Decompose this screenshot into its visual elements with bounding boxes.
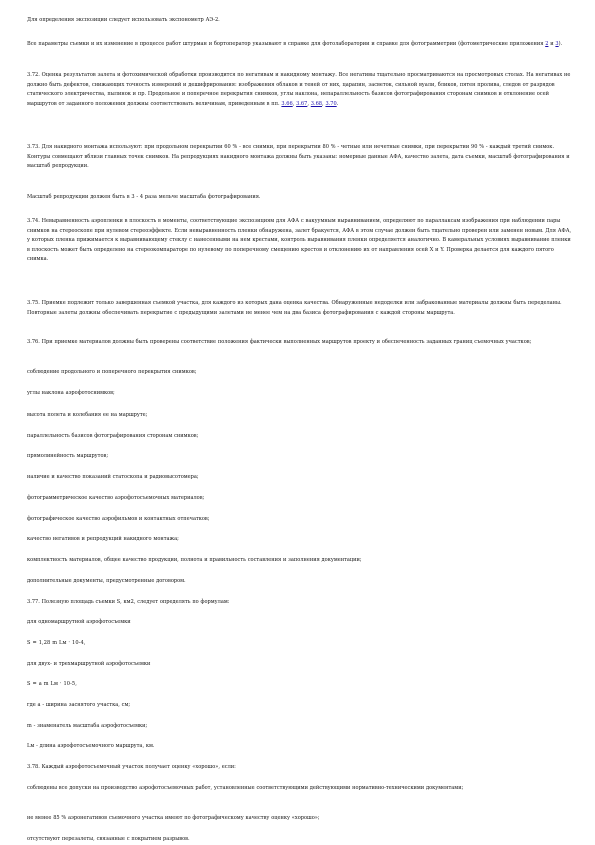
list-item: высота полета и колебания ее на маршруте; [27,412,148,418]
formula-variable: где a - ширина заснятого участка, см; [27,702,131,708]
appendix-link-3[interactable]: 3 [555,41,559,47]
list-item: комплектность материалов, общее качество продукции, полнота и правильность составления и заполнения документации; [27,557,362,563]
formula-multi-route: S = a m Lм · 10-5, [27,681,77,687]
formula-variable: Lм - длина аэрофотосъемочного маршрута, км. [27,743,155,749]
appendix-link-2[interactable]: 2 [545,41,549,47]
formula-single-route: S = 1,28 m Lм · 10-4, [27,640,86,646]
paragraph-3-72: 3.72. Оценка результатов залета и фотохимической обработки производится по негативам и накидному монтажу. Все негативы тщательно просматриваются на просмотровых столах. На негативах не должно быть дефектов, снижающих точность измерений и дешифрирования: изображения облаков и теней от них, царапин, засветок, сильной вуали, бликов, пятен пролива, следов от разрядов статического электричества, пылинок и пр. Продольное и поперечное перекрытия снимков, углы наклона, непараллельность базисов фотографирования сторонам снимков и отклонение осей маршрутов от заданного положения должны соответствовать величинам, приведенным в пп. 3.66, 3.67, 3.68, 3.70. [27,72,571,107]
list-item: фотографическое качество аэрофильмов и контактных отпечатков; [27,516,210,522]
list-item: качество негативов и репродукций накидного монтажа; [27,536,179,542]
formula-caption: для одномаршрутной аэрофотосъемки [27,619,131,625]
paragraph-3-78: 3.78. Каждый аэрофотосъемочный участок получает оценку «хорошо», если: [27,764,236,770]
list-item: соблюдены все допуски на производство аэрофотосъемочных работ, установленные соответствующими действующими нормативно-техническими документами; [27,785,464,791]
list-item: параллельность базисов фотографирования сторонам снимков; [27,433,199,439]
paragraph-reproduction-scale: Масштаб репродукции должен быть в 3 - 4 раза мельче масштаба фотографирования. [27,194,261,200]
formula-variable: m - знаменатель масштаба аэрофотосъемки; [27,723,148,729]
list-item: не менее 85 % аэронегативов съемочного участка имеют по фотографическому качеству оценку «хорошо»; [27,815,320,821]
list-item: фотограмметрическое качество аэрофотосъемочных материалов; [27,495,205,501]
list-item: углы наклона аэрофотоснимков; [27,390,115,396]
clause-link-3-67[interactable]: 3.67 [296,100,308,107]
paragraph-3-74: 3.74. Невыравненность аэропленки в плоскость в моменты, соответствующие экспозициям для АФА с вакуумным выравниванием, определяют по параллаксам изображения при наблюдении пары снимков на стереоскопе при нулевом стереоэффекте. Если невыравненность пленки обнаружена, залет бракуется, АФА в этом случае должен быть тщательно проверен или заменен новым. Для АФА, у которых пленка прижимается к выравнивающему стеклу с нанесенными на нем крестами, контроль выравнивания пленки определяется аналогично. В камеральных условиях выравнивание пленки в плоскость может быть определено на стереокомпараторе по нулевому по поперечному смещению крестов и отклонению их от направления осей X и Y. Проверка делается для каждого пятого снимка. [27,218,572,262]
clause-link-3-66[interactable]: 3.66 [281,100,293,107]
paragraph-3-77: 3.77. Полезную площадь съемки S, км2, следует определять по формулам: [27,599,230,605]
list-item: прямолинейность маршрутов; [27,453,109,459]
paragraph-3-75: 3.75. Приемке подлежит только завершенная съемкой участка, для каждого из которых дана оценка качества. Обнаруженные недоделки или забракованные материалы должны быть переделаны. Повторные залеты должны обеспечивать перекрытие с предыдущими залетами не менее чем на два базиса фотографирования с каждой стороны маршрута. [27,300,562,316]
paragraph-survey-parameters: Все параметры съемки и их изменение в процессе работ штурман и бортоператор указывают в справке для фотолаборатории и справке для фотограмметрии (фотометрические приложения 2 и 3). [27,41,563,47]
list-item: отсутствуют перезалеты, связанные с покрытием разрывов. [27,836,190,842]
clause-link-3-68[interactable]: 3.68 [310,100,323,107]
clause-link-3-70[interactable]: 3.70 [325,100,337,107]
paragraph-3-73: 3.73. Для накидного монтажа используют: при продольном перекрытии 60 % - все снимки, при перекрытии 80 % - четные или нечетные снимки, при перекрытии 90 % - каждый третий снимок. Контуры совмещают вблизи главных точек снимков. На репродукциях накидного монтажа должны быть указаны: номерные данные АФА, качество залета, дата съемки, масштаб фотографирования и масштаб репродукции. [27,144,570,169]
list-item: соблюдение продольного и поперечного перекрытия снимков; [27,369,197,375]
formula-caption: для двух- и трехмаршрутной аэрофотосъемки [27,661,151,667]
list-item: наличие и качество показаний статоскопа и радиовысотомера; [27,474,199,480]
paragraph-exposure-meter: Для определения экспозиции следует использовать экспонометр АЭ-2. [27,17,220,23]
list-item: дополнительные документы, предусмотренные договором. [27,578,186,584]
paragraph-3-76: 3.76. При приемке материалов должны быть проверены соответствие положения фактически выполненных маршрутов проекту и обеспеченность заданных границ съемочных участков; [27,339,532,345]
